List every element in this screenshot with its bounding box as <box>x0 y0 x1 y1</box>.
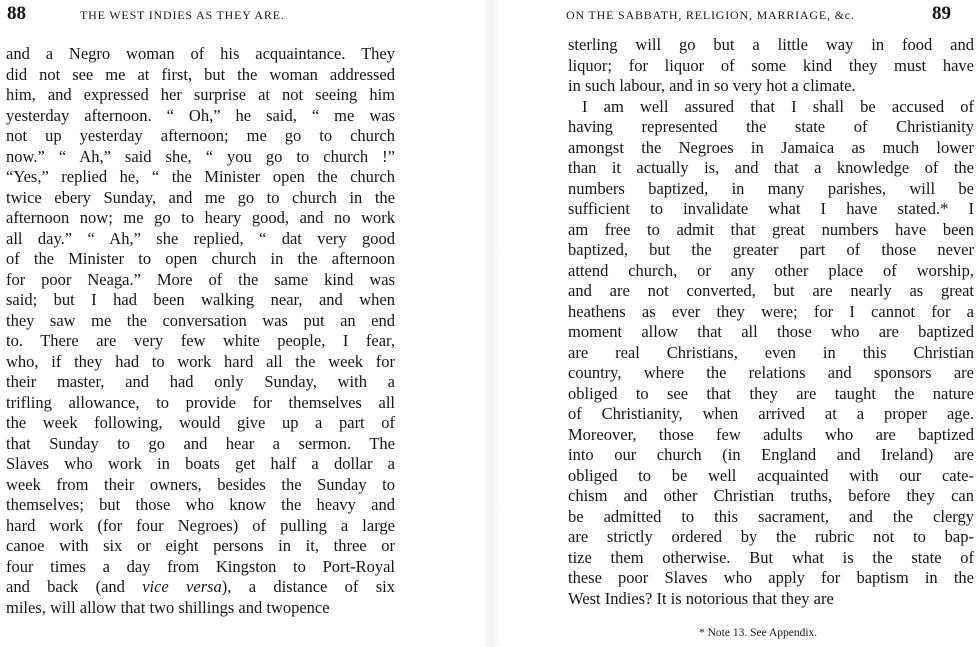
text-line: week from their owners, besides the Sunday to <box>6 474 395 494</box>
text-line: four times a day from Kingston to Port-Royal <box>6 556 395 576</box>
text-line: tize them otherwise. But what is the state of <box>568 547 974 567</box>
text-line: are real Christians, even in this Christian <box>568 342 974 362</box>
text-line: to. There are very few white people, I fear, <box>6 331 395 350</box>
text-line: I am well assured that I shall be accused of <box>582 96 974 116</box>
text-line: and are not converted, but are nearly as great <box>568 281 974 300</box>
text-line: who, if they had to work hard all the week for <box>6 351 395 371</box>
text-line: heathens as ever they were; for I cannot for a <box>568 301 974 321</box>
text-line: are strictly ordered by the rubric not to bap- <box>568 527 974 546</box>
text-line: they saw me the conversation was put an end <box>6 310 395 330</box>
text-line: West Indies? It is notorious that they are <box>568 588 834 608</box>
text-line: themselves; but those who know the heavy and <box>6 495 395 514</box>
text-line: “Yes,” replied he, “ the Minister open the church <box>6 167 395 186</box>
text-line: the week following, would give up a part of <box>6 413 395 432</box>
text-line: not up yesterday afternoon; me go to church <box>6 126 395 145</box>
text-line: obliged to be well acquainted with our cate- <box>568 465 974 485</box>
text-line: afternoon now; me go to heary good, and no work <box>6 208 395 227</box>
text-line: attend church, or any other place of worship, <box>568 260 974 280</box>
footnote: * Note 13. See Appendix. <box>699 627 818 639</box>
text-line: did not see me at first, but the woman addressed <box>6 64 395 84</box>
page-number: 88 <box>7 3 26 24</box>
text-line: baptized, but the greater part of those never <box>568 240 974 259</box>
text-line: and a Negro woman of his acquaintance. They <box>6 44 395 63</box>
text-line: liquor; for liquor of some kind they must have <box>568 55 974 75</box>
text-line: twice ebery Sunday, and me go to church in the <box>6 187 395 207</box>
page-number: 89 <box>932 3 951 24</box>
text-line: country, where the relations and sponsors are <box>568 363 974 382</box>
text-line: obliged to see that they are taught the nature <box>568 383 974 403</box>
text-line: than it actually is, and that a knowledge of the <box>568 158 974 177</box>
text-line: now.” “ Ah,” said she, “ you go to church !” <box>6 146 395 166</box>
text-line: him, and expressed her surprise at not seeing him <box>6 85 395 104</box>
running-head: ON THE SABBATH, RELIGION, MARRIAGE, &c. <box>566 8 855 22</box>
text-line: in such labour, and in so very hot a climate. <box>568 76 856 95</box>
text-line: that Sunday to go and hear a sermon. The <box>6 433 395 453</box>
text-line: sterling will go but a little way in food and <box>568 35 974 54</box>
running-head: THE WEST INDIES AS THEY ARE. <box>80 8 285 22</box>
text-line: amongst the Negroes in Jamaica as much lower <box>568 137 974 157</box>
text-line: be admitted to this sacrament, and the clergy <box>568 506 974 526</box>
text-line: trifling allowance, to provide for themselves all <box>6 392 395 412</box>
text-line: their master, and had only Sunday, with a <box>6 372 395 391</box>
text-line: having represented the state of Christianity <box>568 117 974 136</box>
text-line: of Christianity, when arrived at a proper age. <box>568 404 974 423</box>
text-line: chism and other Christian truths, before they can <box>568 486 974 505</box>
text-line: of the Minister to open church in the afternoon <box>6 249 395 268</box>
text-line: hard work (for four Negroes) of pulling a large <box>6 515 395 535</box>
text-line: am free to admit that great numbers have been <box>568 219 974 239</box>
text-line: into our church (in England and Ireland) are <box>568 445 974 464</box>
text-line: moment allow that all those who are baptized <box>568 322 974 341</box>
text-line: said; but I had been walking near, and when <box>6 290 395 309</box>
text-line: miles, will allow that two shillings and twopence <box>6 597 330 617</box>
right-page <box>490 0 980 647</box>
text-line: and back (and vice versa), a distance of six <box>6 577 395 596</box>
text-line: for poor Neaga.” More of the same kind was <box>6 269 395 289</box>
text-line: canoe with six or eight persons in it, three or <box>6 536 395 555</box>
body-text <box>568 35 974 609</box>
text-line: Moreover, those few adults who are baptized <box>568 424 974 444</box>
text-line: all day.” “ Ah,” she replied, “ dat very good <box>6 228 395 248</box>
text-line: yesterday afternoon. “ Oh,” he said, “ me was <box>6 105 395 125</box>
text-line: Slaves who work in boats get half a dollar a <box>6 454 395 473</box>
text-line: these poor Slaves who apply for baptism in the <box>568 568 974 587</box>
text-line: numbers baptized, in many parishes, will be <box>568 178 974 198</box>
text-line: sufficient to invalidate what I have stated.* I <box>568 199 974 218</box>
body-text <box>6 44 395 618</box>
